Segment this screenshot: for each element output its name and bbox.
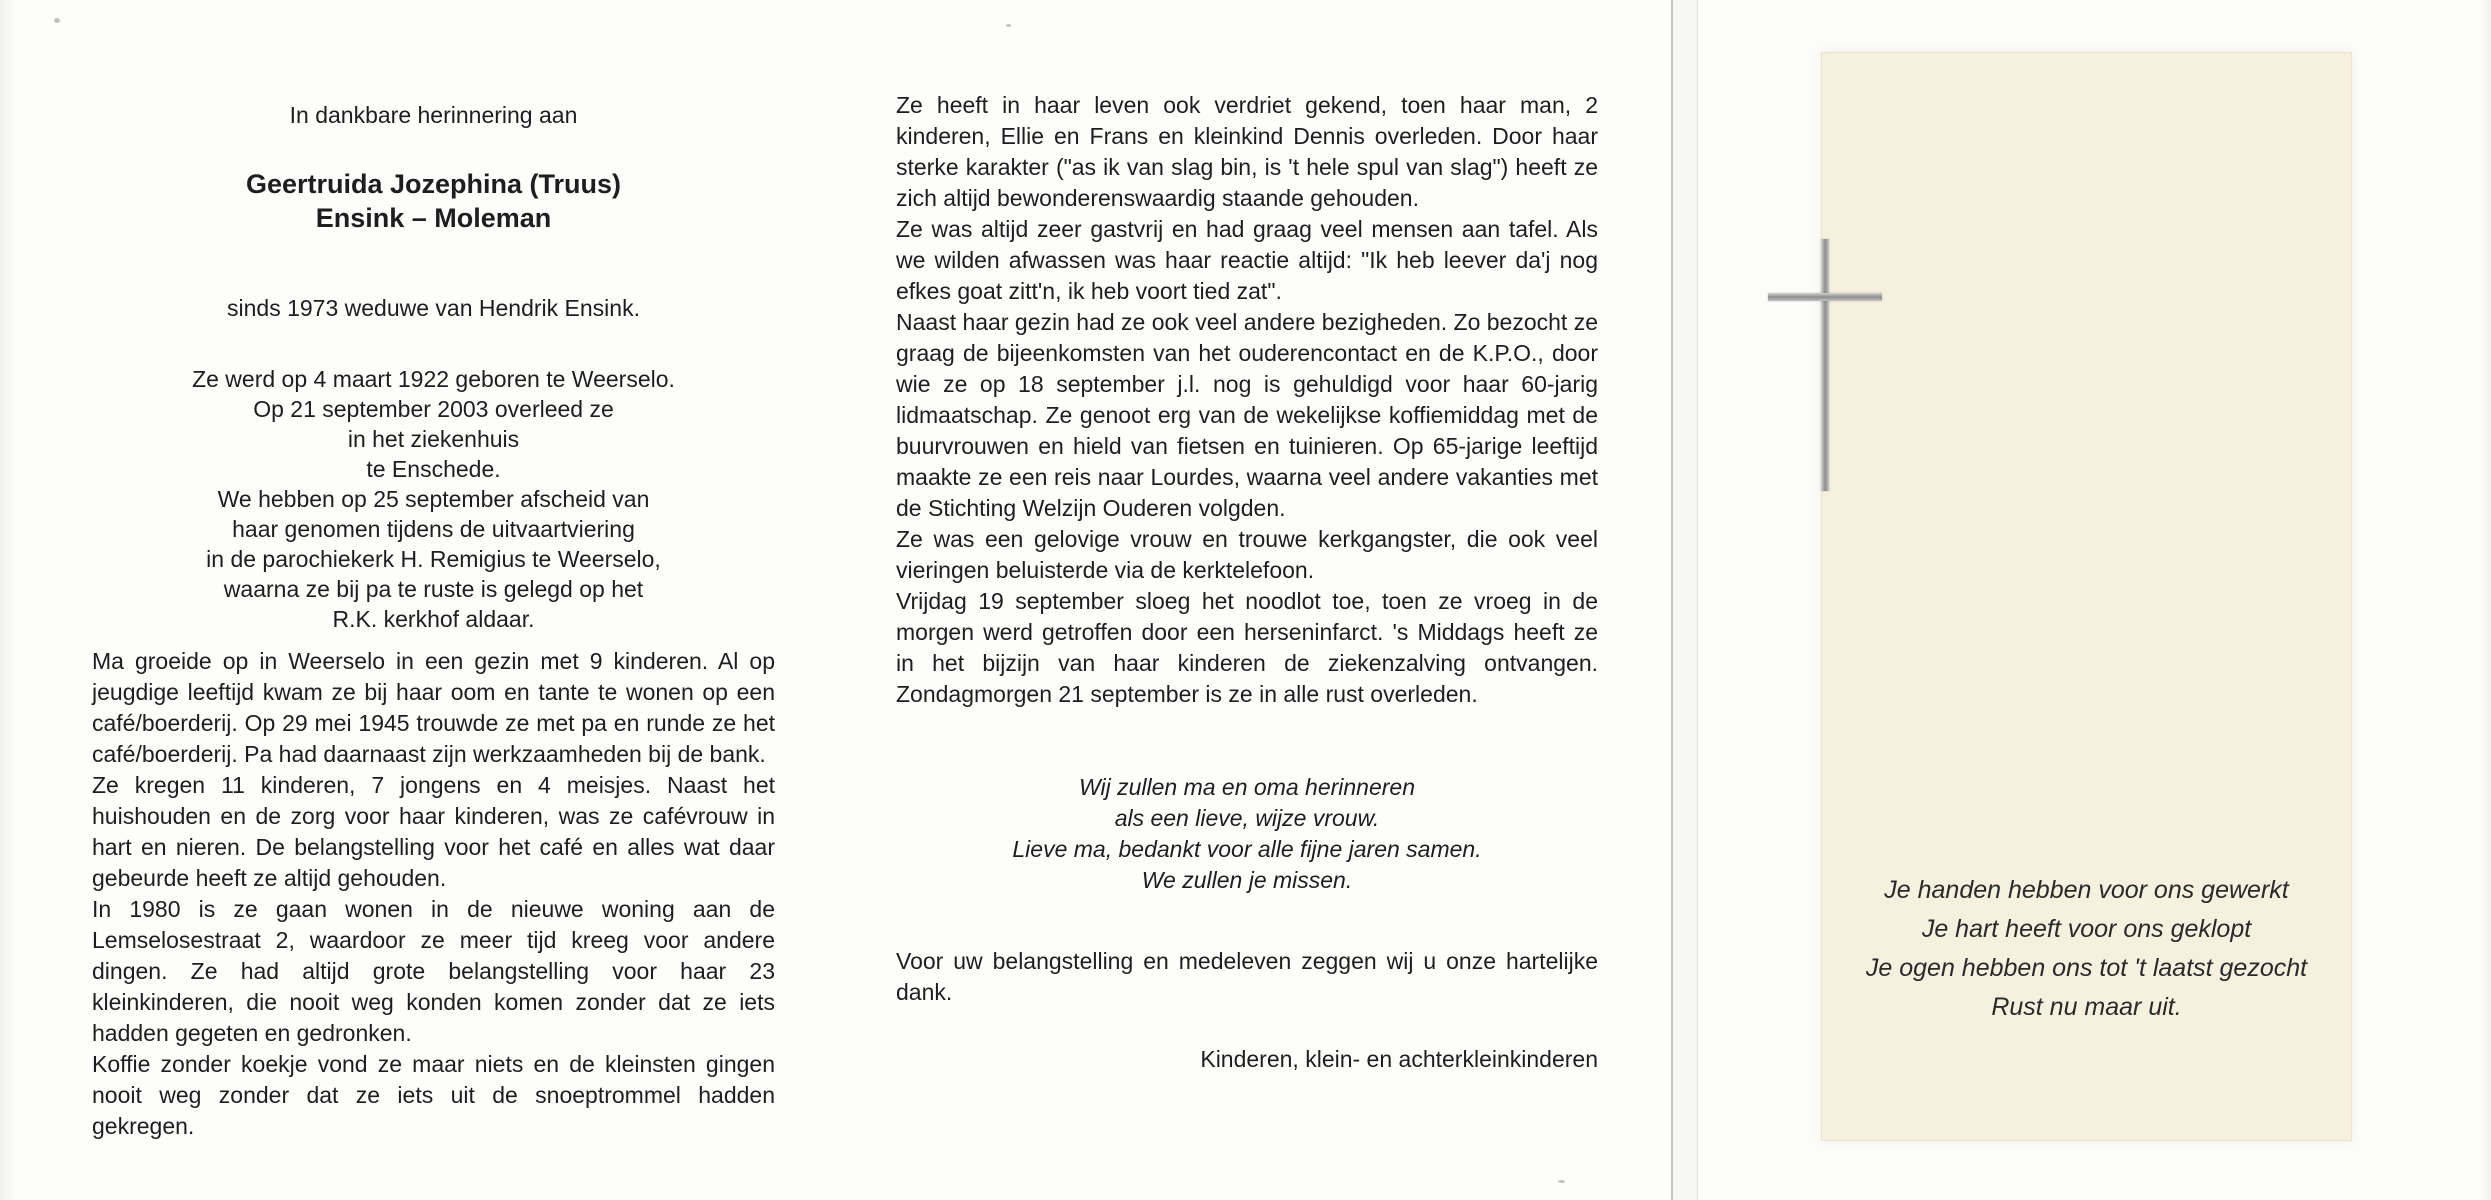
dates-line: Op 21 september 2003 overleed ze [253, 396, 614, 422]
dates-line: R.K. kerkhof aldaar. [332, 606, 535, 632]
biography-paragraph: Koffie zonder koekje vond ze maar niets en de kleinsten gingen nooit weg zonder dat ze iets uit de snoeptrommel hadden gekregen. [92, 1051, 775, 1139]
scan-speck [1558, 1180, 1565, 1183]
biography-part2 [896, 0, 1598, 710]
thanks-note: Voor uw belangstelling en medeleven zeggen wij u onze hartelijke dank. [896, 948, 1598, 1005]
right-page [1698, 0, 2491, 1200]
family-poem-line: als een lieve, wijze vrouw. [1114, 805, 1380, 831]
dates-line: Ze werd op 4 maart 1922 geboren te Weerselo. [192, 366, 675, 392]
dates-line: We hebben op 25 september afscheid van [217, 486, 650, 512]
memorial-intro: In dankbare herinnering aan [289, 102, 578, 128]
memorial-poem-line: Je handen hebben voor ons gewerkt [1884, 876, 2289, 904]
dates-line: te Enschede. [366, 456, 501, 482]
dates-line: in het ziekenhuis [347, 426, 520, 452]
deceased-name-line1: Geertruida Jozephina (Truus) [245, 169, 622, 199]
memorial-poem-line: Je hart heeft voor ons geklopt [1921, 915, 2252, 943]
biography-paragraph: In 1980 is ze gaan wonen in de nieuwe woning aan de Lemselosestraat 2, waardoor ze meer tijd kreeg voor andere dingen. Ze had altijd grote belangstelling voor haar 23 kleinkinderen, die nooit weg konden komen zonder dat ze iets hadden gegeten en gedronken. [92, 896, 775, 1046]
cross-horizontal-bar [1768, 293, 1882, 301]
cross-vertical-bar [1821, 239, 1829, 491]
life-dates-block [92, 364, 775, 634]
widow-line: sinds 1973 weduwe van Hendrik Ensink. [227, 295, 640, 321]
page-gutter [1671, 0, 1698, 1200]
scan-speck [1006, 24, 1011, 27]
family-signature: Kinderen, klein- en achterkleinkinderen [1200, 1046, 1598, 1072]
memorial-poem [1822, 871, 2351, 1027]
left-column [92, 0, 775, 1142]
memorial-poem-line: Rust nu maar uit. [1991, 993, 2182, 1021]
family-remembrance-poem [896, 772, 1598, 896]
family-poem-line: We zullen je missen. [1141, 867, 1353, 893]
biography-paragraph: Naast haar gezin had ze ook veel andere bezigheden. Zo bezocht ze graag de bijeenkomsten van het ouderencontact en de K.P.O., door wie ze op 18 september j.l. nog is gehuldigd voor haar 60-jarig lidmaatschap. Ze genoot erg van de wekelijkse koffiemiddag met de buurvrouwen en hield van fietsen en tuinieren. Op 65-jarige leeftijd maakte ze een reis naar Lourdes, waarna veel andere vakanties met de Stichting Welzijn Ouderen volgden. [896, 309, 1598, 521]
family-poem-line: Lieve ma, bedankt voor alle fijne jaren samen. [1012, 836, 1482, 862]
dates-line: haar genomen tijdens de uitvaartviering [232, 516, 635, 542]
middle-column [896, 0, 1598, 1075]
dates-line: in de parochiekerk H. Remigius te Weerselo, [206, 546, 661, 572]
biography-paragraph: Ma groeide op in Weerselo in een gezin met 9 kinderen. Al op jeugdige leeftijd kwam ze bij haar oom en tante te wonen op een café/boerderij. Op 29 mei 1945 trouwde ze met pa en runde ze het café/boerderij. Pa had daarnaast zijn werkzaamheden bij de bank. [92, 648, 775, 767]
family-poem-line: Wij zullen ma en oma herinneren [1078, 774, 1415, 800]
deceased-name-line2: Ensink – Moleman [315, 203, 552, 233]
biography-paragraph: Ze was een gelovige vrouw en trouwe kerkgangster, die ook veel vieringen beluisterde via de kerktelefoon. [896, 526, 1598, 583]
scan-speck [54, 18, 60, 23]
biography-paragraph: Ze kregen 11 kinderen, 7 jongens en 4 meisjes. Naast het huishouden en de zorg voor haar kinderen, was ze cafévrouw in hart en nieren. De belangstelling voor het café en alles wat daar gebeurde heeft ze altijd gehouden. [92, 772, 775, 891]
biography-part1 [92, 646, 775, 1142]
dates-line: waarna ze bij pa te ruste is gelegd op het [223, 576, 644, 602]
memorial-cross-icon [1768, 239, 1882, 491]
biography-paragraph: Ze heeft in haar leven ook verdriet gekend, toen haar man, 2 kinderen, Ellie en Frans en kleinkind Dennis overleden. Door haar sterke karakter ("as ik van slag bin, is 't hele spul van slag") heeft ze zich altijd bewonderenswaardig staande gehouden. [896, 92, 1598, 211]
memorial-poem-line: Je ogen hebben ons tot 't laatst gezocht [1865, 954, 2308, 982]
biography-paragraph: Vrijdag 19 september sloeg het noodlot toe, toen ze vroeg in de morgen werd getroffen door een herseninfarct. 's Middags heeft ze in het bijzijn van haar kinderen de ziekenzalving ontvangen. Zondagmorgen 21 september is ze in alle rust overleden. [896, 588, 1598, 707]
prayer-card [1821, 52, 2352, 1141]
biography-paragraph: Ze was altijd zeer gastvrij en had graag veel mensen aan tafel. Als we wilden afwassen was haar reactie altijd: "Ik heb leever da'j nog efkes goat zitt'n, ik heb voort tied zat". [896, 216, 1598, 304]
deceased-name [92, 167, 775, 235]
